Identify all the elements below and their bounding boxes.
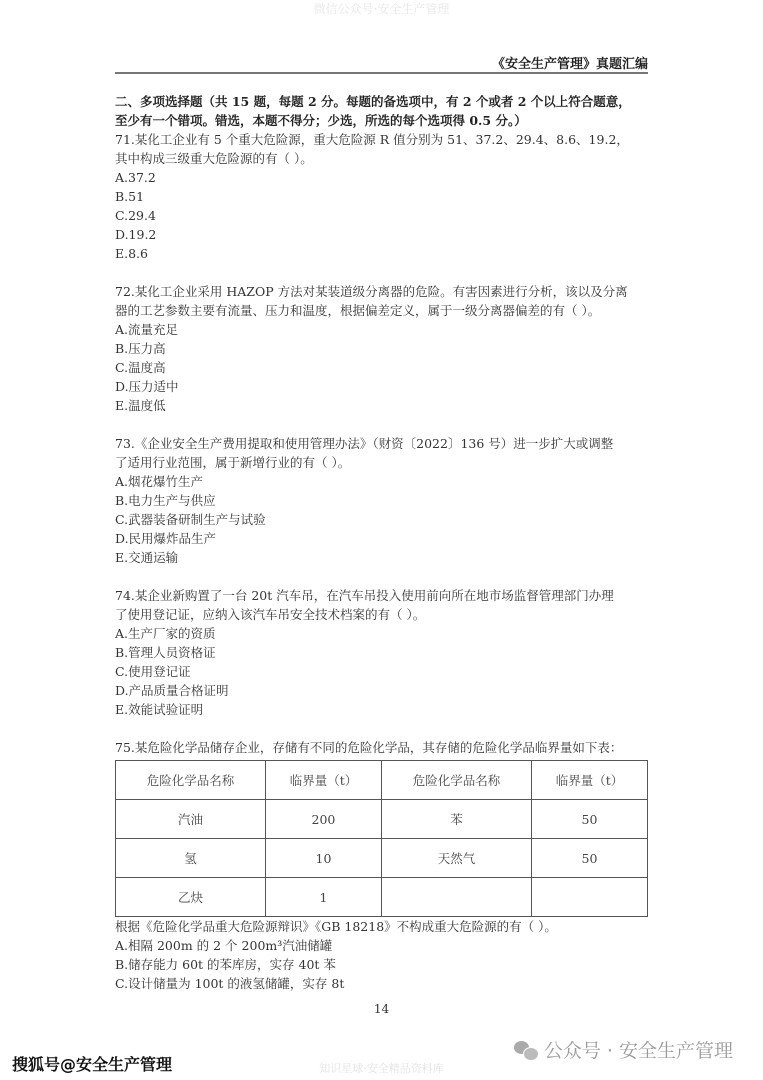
question-stem: 73.《企业安全生产费用提取和使用管理办法》（财资〔2022〕136 号）进一步扩大或调整: [115, 436, 614, 451]
answer-option: C.29.4: [115, 208, 156, 223]
table-cell: 200: [265, 800, 381, 839]
section-line: 至少有一个错项。错选，本题不得分；少选，所选的每个选项得 0.5 分。）: [115, 113, 527, 128]
question: [115, 586, 650, 719]
wechat-icon: [514, 1040, 538, 1060]
answer-option: E.8.6: [115, 246, 148, 261]
table-header-cell: 临界量（t）: [265, 761, 381, 800]
question-stem: 了使用登记证，应纳入该汽车吊安全技术档案的有（ ）。: [115, 607, 426, 622]
answer-option: D.压力适中: [115, 379, 179, 394]
answer-option: A.37.2: [115, 170, 156, 185]
answer-option: C.温度高: [115, 360, 166, 375]
question-prompt: 根据《危险化学品重大危险源辩识》《GB 18218》不构成重大危险源的有（ ）。: [115, 919, 557, 934]
table-header-row: [116, 761, 648, 800]
question: [115, 434, 650, 567]
question-list: [115, 130, 650, 993]
page-number: 14: [373, 1002, 390, 1016]
section-line: 二、多项选择题（共 15 题，每题 2 分。每题的备选项中，有 2 个或者 2 个以上符合题意，: [115, 94, 631, 109]
table-cell: 苯: [381, 800, 531, 839]
table-cell: 乙炔: [116, 878, 266, 917]
bottom-watermark: 知识星球·安全精品资料库: [319, 1062, 444, 1075]
question-stem: 其中构成三级重大危险源的有（ ）。: [115, 151, 313, 166]
section-heading: [115, 92, 650, 130]
answer-option: B.储存能力 60t 的苯库房，实存 40t 苯: [115, 957, 336, 972]
answer-option: D.民用爆炸品生产: [115, 531, 217, 546]
answer-option: B.管理人员资格证: [115, 645, 216, 660]
header-rule: [115, 72, 648, 74]
table-cell: [531, 878, 647, 917]
table-header-cell: 危险化学品名称: [381, 761, 531, 800]
question: [115, 282, 650, 415]
table-cell: [381, 878, 531, 917]
table-cell: 50: [531, 800, 647, 839]
answer-option: E.温度低: [115, 398, 166, 413]
top-watermark: 微信公众号·安全生产管理: [313, 2, 450, 16]
question-stem: 71.某化工企业有 5 个重大危险源，重大危险源 R 值分别为 51、37.2、29.4、8.6、19.2，: [115, 132, 629, 147]
critical-quantity-table: [115, 760, 648, 917]
sohu-watermark: 搜狐号@安全生产管理: [12, 1055, 173, 1074]
table-header-cell: 危险化学品名称: [116, 761, 266, 800]
wechat-watermark: [514, 1036, 733, 1063]
answer-option: A.生产厂家的资质: [115, 626, 216, 641]
table-cell: 天然气: [381, 839, 531, 878]
question-stem: 器的工艺参数主要有流量、压力和温度，根据偏差定义，属于一级分离器偏差的有（ ）。: [115, 303, 601, 318]
question-stem: 75.某危险化学品储存企业，存储有不同的危险化学品，其存储的危险化学品临界量如下表：: [115, 740, 623, 755]
table-cell: 10: [265, 839, 381, 878]
page-content: [115, 92, 650, 993]
table-cell: 汽油: [116, 800, 266, 839]
table-row: [116, 878, 648, 917]
answer-option: B.51: [115, 189, 145, 204]
answer-option: E.效能试验证明: [115, 702, 204, 717]
question-stem: 74.某企业新购置了一台 20t 汽车吊，在汽车吊投入使用前向所在地市场监督管理部门办理: [115, 588, 614, 603]
table-row: [116, 839, 648, 878]
table-header-cell: 临界量（t）: [531, 761, 647, 800]
question-stem: 了适用行业范围，属于新增行业的有（ ）。: [115, 455, 351, 470]
question-stem: 72.某化工企业采用 HAZOP 方法对某装道级分离器的危险。有害因素进行分析，该以及分离: [115, 284, 628, 299]
table-cell: 氢: [116, 839, 266, 878]
table-row: [116, 800, 648, 839]
answer-option: A.烟花爆竹生产: [115, 474, 204, 489]
answer-option: D.19.2: [115, 227, 157, 242]
answer-option: C.设计储量为 100t 的液氢储罐，实存 8t: [115, 976, 345, 991]
table-cell: 50: [531, 839, 647, 878]
answer-option: C.武器装备研制生产与试验: [115, 512, 266, 527]
wechat-watermark-text: 公众号 · 安全生产管理: [543, 1040, 733, 1062]
answer-option: B.压力高: [115, 341, 166, 356]
question: [115, 738, 650, 993]
answer-option: C.使用登记证: [115, 664, 191, 679]
answer-option: D.产品质量合格证明: [115, 683, 229, 698]
answer-option: A.流量充足: [115, 322, 179, 337]
answer-option: E.交通运输: [115, 550, 179, 565]
running-header: 《安全生产管理》真题汇编: [491, 57, 648, 72]
question: [115, 130, 650, 263]
answer-option: A.相隔 200m 的 2 个 200m³汽油储罐: [115, 938, 333, 953]
table-cell: 1: [265, 878, 381, 917]
answer-option: B.电力生产与供应: [115, 493, 216, 508]
